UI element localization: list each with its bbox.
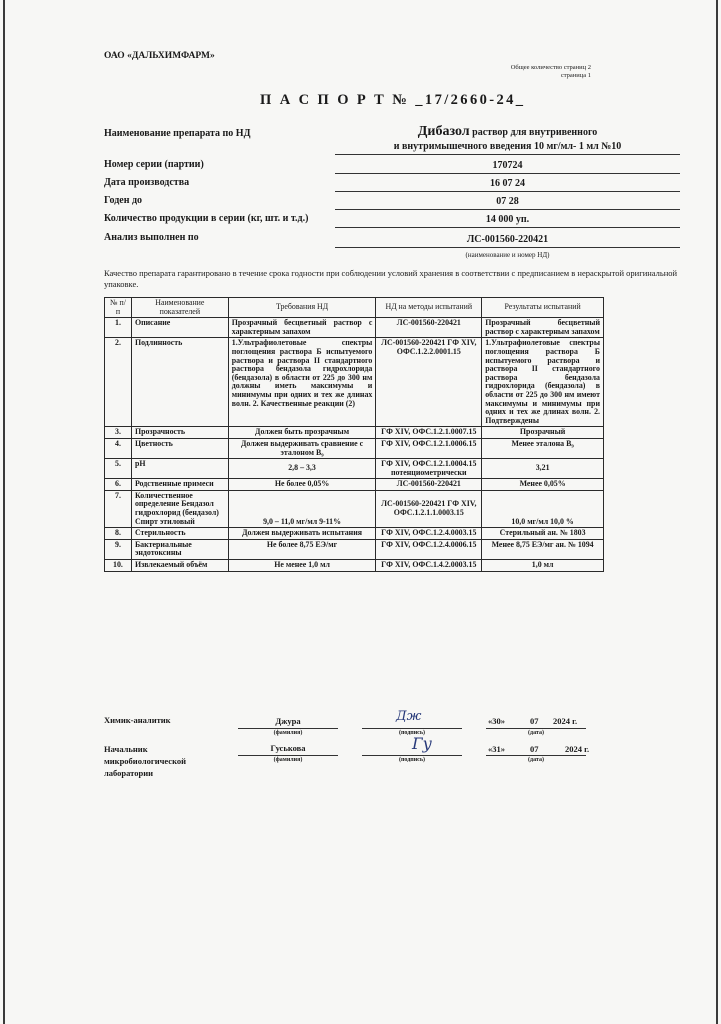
guarantee-text: Качество препарата гарантировано в течение срока годности при соблюдении условий хранения в соответствии с предписанием в нераскрытой оригинальной упаковке. bbox=[104, 268, 678, 289]
header-req: Требования НД bbox=[228, 298, 376, 318]
row-num: 2. bbox=[105, 338, 132, 427]
row-result: Менее 8,75 ЕЭ/мг ан. № 1094 bbox=[482, 539, 604, 559]
head-name-caption: (фамилия) bbox=[273, 757, 303, 763]
batch-line bbox=[335, 173, 680, 174]
head-name: Гуськова bbox=[270, 743, 306, 753]
chemist-name: Джура bbox=[275, 716, 301, 726]
table-row bbox=[105, 318, 604, 338]
table-row bbox=[105, 490, 604, 527]
row-req: Прозрачный бесцветный раствор с характерным запахом bbox=[228, 318, 376, 338]
spec-table bbox=[104, 297, 604, 572]
expiry-label: Годен до bbox=[104, 195, 143, 206]
chemist-month: 07 bbox=[530, 716, 539, 726]
chemist-date-caption: (дата) bbox=[528, 730, 544, 736]
row-method: ГФ XIV, ОФС.1.2.4.0003.15 bbox=[376, 528, 482, 540]
head-name-line bbox=[238, 755, 338, 756]
analysis-note: (наименование и номер НД) bbox=[465, 251, 550, 259]
chemist-sign-caption: (подпись) bbox=[398, 730, 426, 736]
head-date-caption: (дата) bbox=[528, 757, 544, 763]
row-name: Родственные примеси bbox=[131, 479, 228, 491]
batch-label: Номер серии (партии) bbox=[104, 159, 204, 170]
qty-value: 14 000 уп. bbox=[485, 214, 530, 225]
chemist-name-line bbox=[238, 728, 338, 729]
row-result: 1.Ультрафиолетовые спектры поглощения раствора Б испытуемого раствора и раствора II стандартного раствора бендазола гидрохлорида (бендазола) в области от 225 до 300 нм имеют максимумы и минимумы при одних и тех же длинах волн. 2. Подтверждены bbox=[482, 338, 604, 427]
row-req: 1.Ультрафиолетовые спектры поглощения раствора Б испытуемого раствора и раствора II стандартного раствора бендазола гидрохлорида (бендазола) в области от 225 до 300 нм должны иметь максимумы и минимумы при одних и тех же длинах волн. 2. Качественные реакции (2) bbox=[228, 338, 376, 427]
row-method: ГФ XIV, ОФС.1.2.1.0006.15 bbox=[376, 438, 482, 458]
date-line bbox=[335, 191, 680, 192]
row-name: pH bbox=[131, 459, 228, 479]
row-name: Стерильность bbox=[131, 528, 228, 540]
row-result: Стерильный ан. № 1803 bbox=[482, 528, 604, 540]
row-method: ГФ XIV, ОФС.1.2.1.0007.15 bbox=[376, 427, 482, 439]
page-count bbox=[511, 64, 591, 80]
header-name: Наименование показателей bbox=[131, 298, 228, 318]
page-current: страница 1 bbox=[560, 72, 591, 79]
page-total: Общее количество страниц 2 bbox=[510, 64, 591, 71]
row-num: 7. bbox=[105, 490, 132, 527]
table-header-row bbox=[105, 298, 604, 318]
row-req: 2,8 – 3,3 bbox=[228, 459, 376, 479]
row-req: Должен выдерживать сравнение с эталоном B₉ bbox=[228, 438, 376, 458]
row-name: Цветность bbox=[131, 438, 228, 458]
row-name: Описание bbox=[131, 318, 228, 338]
row-num: 3. bbox=[105, 427, 132, 439]
table-row bbox=[105, 459, 604, 479]
table-row bbox=[105, 479, 604, 491]
row-num: 8. bbox=[105, 528, 132, 540]
drug-label: Наименование препарата по НД bbox=[104, 128, 251, 139]
row-num: 4. bbox=[105, 438, 132, 458]
row-num: 1. bbox=[105, 318, 132, 338]
row-num: 6. bbox=[105, 479, 132, 491]
qty-label: Количество продукции в серии (кг, шт. и т.д.) bbox=[104, 213, 309, 224]
date-label: Дата производства bbox=[104, 177, 190, 188]
head-signature-ink: Гу bbox=[412, 734, 432, 753]
head-date-line bbox=[486, 755, 586, 756]
row-req: Не менее 1,0 мл bbox=[228, 560, 376, 572]
drug-name-block bbox=[335, 125, 680, 154]
row-name: Извлекаемый объём bbox=[131, 560, 228, 572]
row-result: 3,21 bbox=[482, 459, 604, 479]
drug-desc-1: раствор для внутривенного bbox=[472, 127, 598, 138]
head-year: 2024 г. bbox=[565, 744, 590, 754]
chemist-day: «30» bbox=[488, 716, 505, 726]
row-num: 5. bbox=[105, 459, 132, 479]
analysis-value: ЛС-001560-220421 bbox=[466, 234, 549, 245]
row-method: ГФ XIV, ОФС.1.2.4.0006.15 bbox=[376, 539, 482, 559]
row-method: ЛС-001560-220421 bbox=[376, 318, 482, 338]
row-name: Бактериальные эндотоксины bbox=[131, 539, 228, 559]
row-result: Прозрачный бесцветный раствор с характерным запахом bbox=[482, 318, 604, 338]
chemist-year: 2024 г. bbox=[553, 716, 578, 726]
table-row bbox=[105, 427, 604, 439]
chemist-sign-line bbox=[362, 728, 462, 729]
left-page-edge bbox=[3, 0, 5, 1024]
row-num: 9. bbox=[105, 539, 132, 559]
drug-name: Дибазол bbox=[417, 124, 470, 139]
date-value: 16 07 24 bbox=[490, 178, 525, 189]
head-month: 07 bbox=[530, 744, 539, 754]
row-result: Менее 0,05% bbox=[482, 479, 604, 491]
row-result: 10,0 мг/мл 10,0 % bbox=[482, 490, 604, 527]
row-req: Должен быть прозрачным bbox=[228, 427, 376, 439]
row-result: Менее эталона B₉ bbox=[482, 438, 604, 458]
analysis-line bbox=[335, 247, 680, 248]
table-row bbox=[105, 560, 604, 572]
drug-line bbox=[335, 154, 680, 155]
right-page-edge bbox=[716, 0, 718, 1024]
head-day: «31» bbox=[488, 744, 505, 754]
chemist-signature-ink: Дж bbox=[396, 709, 422, 724]
row-method: ЛС-001560-220421 ГФ XIV, ОФС.1.2.1.1.0003.15 bbox=[376, 490, 482, 527]
head-sign-line bbox=[362, 755, 462, 756]
table-row bbox=[105, 438, 604, 458]
row-req: Должен выдерживать испытания bbox=[228, 528, 376, 540]
analysis-label: Анализ выполнен по bbox=[104, 232, 199, 243]
head-role: Начальник микробиологической лаборатории bbox=[104, 744, 186, 778]
row-name: Прозрачность bbox=[131, 427, 228, 439]
row-req: Не более 0,05% bbox=[228, 479, 376, 491]
drug-desc-2: и внутримышечного введения 10 мг/мл- 1 мл №10 bbox=[393, 141, 622, 152]
row-req: 9,0 – 11,0 мг/мл 9-11% bbox=[228, 490, 376, 527]
row-result: 1,0 мл bbox=[482, 560, 604, 572]
passport-title: П А С П О Р Т № _17/2660-24_ bbox=[260, 92, 526, 108]
table-row bbox=[105, 539, 604, 559]
row-method: ГФ XIV, ОФС.1.2.1.0004.15 потенциометрически bbox=[376, 459, 482, 479]
chemist-role: Химик-аналитик bbox=[104, 715, 171, 725]
table-row bbox=[105, 338, 604, 427]
row-num: 10. bbox=[105, 560, 132, 572]
row-name: Подлинность bbox=[131, 338, 228, 427]
qty-line bbox=[335, 227, 680, 228]
table-row bbox=[105, 528, 604, 540]
header-num: № п/п bbox=[105, 298, 132, 318]
row-name: Количественное определение Бендазол гидрохлорид (бендазол) Спирт этиловый bbox=[131, 490, 228, 527]
batch-value: 170724 bbox=[492, 160, 523, 171]
expiry-line bbox=[335, 209, 680, 210]
header-result: Результаты испытаний bbox=[482, 298, 604, 318]
header-method: НД на методы испытаний bbox=[376, 298, 482, 318]
head-sign-caption: (подпись) bbox=[398, 757, 426, 763]
expiry-value: 07 28 bbox=[496, 196, 519, 207]
chemist-name-caption: (фамилия) bbox=[273, 730, 303, 736]
row-method: ЛС-001560-220421 bbox=[376, 479, 482, 491]
row-method: ЛС-001560-220421 ГФ XIV, ОФС.1.2.2.0001.15 bbox=[376, 338, 482, 427]
row-method: ГФ XIV, ОФС.1.4.2.0003.15 bbox=[376, 560, 482, 572]
chemist-date-line bbox=[486, 728, 586, 729]
company-name: ОАО «ДАЛЬХИМФАРМ» bbox=[104, 51, 215, 61]
row-req: Не более 8,75 ЕЭ/мг bbox=[228, 539, 376, 559]
row-result: Прозрачный bbox=[482, 427, 604, 439]
